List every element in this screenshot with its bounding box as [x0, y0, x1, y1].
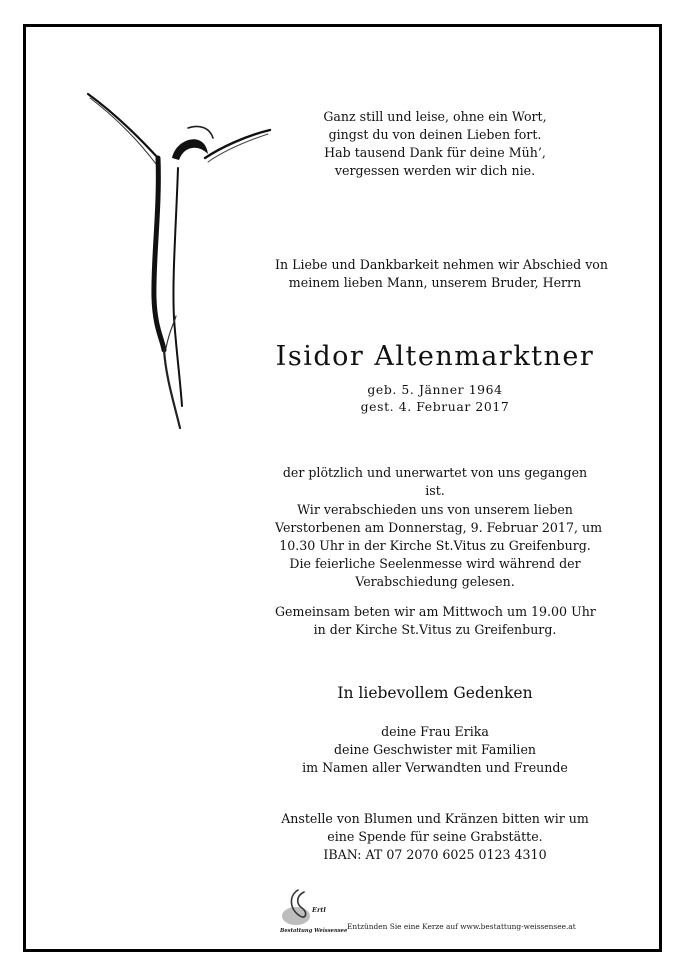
mourner-line: im Namen aller Verwandten und Freunde: [302, 760, 568, 775]
life-dates: [275, 381, 595, 415]
death-date: gest. 4. Februar 2017: [360, 399, 510, 414]
prayer-text: [275, 603, 595, 639]
iban: IBAN: AT 07 2070 6025 0123 4310: [323, 847, 547, 862]
logo-text-top: Ertl: [312, 906, 326, 914]
prayer-line: Gemeinsam beten wir am Mittwoch um 19.00 Uhr: [275, 604, 596, 619]
mourner-line: deine Geschwister mit Familien: [333, 742, 537, 757]
mourner-line: deine Frau Erika: [381, 724, 489, 739]
intro-text: [275, 256, 609, 292]
service-line: Die feierliche Seelenmesse wird während der: [289, 556, 581, 571]
prayer-line: in der Kirche St.Vitus zu Greifenburg.: [313, 622, 557, 637]
donation-text: [275, 810, 595, 864]
service-line: Verstorbenen am Donnerstag, 9. Februar 2017, um: [275, 520, 603, 535]
donation-line: Anstelle von Blumen und Kränzen bitten wir um: [281, 811, 589, 826]
service-line: 10.30 Uhr in der Kirche St.Vitus zu Greifenburg.: [279, 538, 591, 553]
footer: [278, 886, 598, 936]
mourners-list: [275, 723, 595, 777]
passed-text: der plötzlich und unerwartet von uns gegangen ist.: [282, 465, 588, 498]
poem: [275, 108, 595, 180]
poem-line: gingst du von deinen Lieben fort.: [328, 127, 542, 142]
intro-line: meinem lieben Mann, unserem Bruder, Herrn: [288, 275, 582, 290]
service-line: Wir verabschieden uns von unserem lieben: [297, 502, 573, 517]
crucifix-icon: [80, 88, 280, 433]
poem-line: Hab tausend Dank für deine Müh’,: [324, 145, 546, 160]
birth-date: geb. 5. Jänner 1964: [367, 382, 503, 397]
candle-link-text[interactable]: Entzünden Sie eine Kerze auf www.bestattung-weissensee.at: [347, 922, 576, 931]
service-line: Verabschiedung gelesen.: [355, 574, 515, 589]
logo-text-bottom: Bestattung Weissensee: [280, 928, 348, 934]
memory-heading: In liebevollem Gedenken: [337, 684, 533, 702]
poem-line: Ganz still und leise, ohne ein Wort,: [323, 109, 547, 124]
donation-line: eine Spende für seine Grabstätte.: [327, 829, 543, 844]
undertaker-logo-icon: [278, 886, 353, 936]
deceased-name: Isidor Altenmarktner: [275, 341, 595, 372]
funeral-service-text: [275, 501, 603, 591]
poem-line: vergessen werden wir dich nie.: [334, 163, 536, 178]
intro-line: In Liebe und Dankbarkeit nehmen wir Abschied von: [275, 257, 609, 272]
